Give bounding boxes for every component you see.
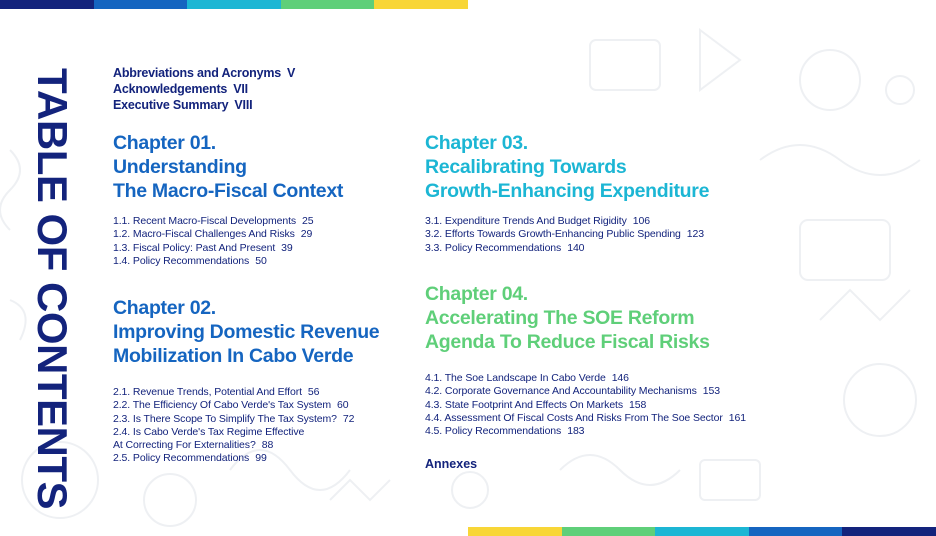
bottom-color-stripe xyxy=(468,527,936,536)
section-label: 3.3. Policy Recommendations xyxy=(425,241,562,254)
section-entry[interactable] xyxy=(425,412,746,425)
chapter-02 xyxy=(113,296,379,466)
chapter-title-line: Growth-Enhancing Expenditure xyxy=(425,180,710,202)
stripe-segment xyxy=(0,0,94,9)
section-label: 2.3. Is There Scope To Simplify The Tax System? xyxy=(113,412,337,425)
section-label: 2.5. Policy Recommendations xyxy=(113,452,250,465)
section-page: 99 xyxy=(255,452,267,465)
section-entry[interactable] xyxy=(113,228,343,241)
section-entry[interactable] xyxy=(113,426,379,439)
stripe-segment xyxy=(842,527,936,536)
chapter-title-line: Improving Domestic Revenue xyxy=(113,321,380,343)
stripe-segment xyxy=(749,527,843,536)
section-entry[interactable] xyxy=(113,399,379,412)
chapter-title-line: Accelerating The SOE Reform xyxy=(425,307,695,329)
section-page: 153 xyxy=(702,385,720,398)
section-entry[interactable] xyxy=(113,386,379,399)
stripe-segment xyxy=(187,0,281,9)
section-label: 1.4. Policy Recommendations xyxy=(113,254,250,267)
section-label: At Correcting For Externalities? xyxy=(113,439,256,452)
front-matter-list xyxy=(113,65,295,113)
section-entry[interactable] xyxy=(425,385,746,398)
section-label: 2.4. Is Cabo Verde's Tax Regime Effective xyxy=(113,425,305,438)
chapter-section-list xyxy=(113,386,379,466)
section-page: 161 xyxy=(728,411,746,424)
toc-entry-label: Executive Summary xyxy=(113,98,229,112)
chapter-title[interactable] xyxy=(425,131,709,203)
stripe-segment xyxy=(468,527,562,536)
stripe-segment xyxy=(94,0,188,9)
stripe-segment xyxy=(655,527,749,536)
section-entry[interactable] xyxy=(113,439,379,452)
chapter-title[interactable] xyxy=(425,282,746,354)
section-entry[interactable] xyxy=(425,425,746,438)
chapter-title-line: Recalibrating Towards xyxy=(425,156,627,178)
chapter-section-list xyxy=(425,215,709,255)
top-color-stripe xyxy=(0,0,468,9)
toc-entry-page: V xyxy=(287,66,296,80)
toc-entry-page: VIII xyxy=(234,98,253,112)
section-label: 4.2. Corporate Governance And Accountability Mechanisms xyxy=(425,385,697,398)
section-page: 72 xyxy=(342,412,355,425)
stripe-segment xyxy=(281,0,375,9)
toc-entry-label: Acknowledgements xyxy=(113,82,228,96)
chapter-01 xyxy=(113,131,343,268)
section-label: 2.2. The Efficiency Of Cabo Verde's Tax System xyxy=(113,399,332,412)
section-page: 140 xyxy=(567,241,585,254)
chapter-title-line: Chapter 03. xyxy=(425,132,528,154)
chapter-title-line: Chapter 02. xyxy=(113,297,216,319)
section-page: 25 xyxy=(302,215,314,227)
section-label: 1.3. Fiscal Policy: Past And Present xyxy=(113,241,276,254)
section-entry[interactable] xyxy=(425,242,709,255)
section-label: 1.2. Macro-Fiscal Challenges And Risks xyxy=(113,228,295,241)
section-page: 146 xyxy=(611,372,629,384)
section-entry[interactable] xyxy=(113,452,379,465)
section-entry[interactable] xyxy=(113,255,343,268)
chapter-title[interactable] xyxy=(113,131,343,203)
annexes-entry[interactable]: Annexes xyxy=(425,457,478,471)
toc-entry[interactable] xyxy=(113,81,295,97)
stripe-segment xyxy=(562,527,656,536)
chapter-03 xyxy=(425,131,709,255)
chapter-section-list xyxy=(425,372,746,438)
section-label: 2.1. Revenue Trends, Potential And Effort xyxy=(113,386,302,398)
chapter-section-list xyxy=(113,215,343,268)
section-entry[interactable] xyxy=(425,372,746,385)
section-page: 56 xyxy=(307,386,320,398)
chapter-title[interactable] xyxy=(113,296,379,368)
section-entry[interactable] xyxy=(425,215,709,228)
toc-entry[interactable] xyxy=(113,97,295,113)
section-label: 1.1. Recent Macro-Fiscal Developments xyxy=(113,215,297,227)
chapter-title-line: Mobilization In Cabo Verde xyxy=(113,345,354,367)
chapter-title-line: Chapter 01. xyxy=(113,132,216,154)
section-page: 88 xyxy=(261,439,274,452)
section-page: 29 xyxy=(300,228,313,241)
page-title: TABLE OF CONTENTS xyxy=(29,68,76,510)
section-label: 4.1. The Soe Landscape In Cabo Verde xyxy=(425,372,606,384)
section-page: 183 xyxy=(567,425,585,438)
chapter-title-line: Agenda To Reduce Fiscal Risks xyxy=(425,331,710,353)
stripe-segment xyxy=(374,0,468,9)
section-label: 4.4. Assessment Of Fiscal Costs And Risks From The Soe Sector xyxy=(425,411,723,424)
chapter-title-line: The Macro-Fiscal Context xyxy=(113,180,344,202)
section-page: 158 xyxy=(629,398,647,411)
section-entry[interactable] xyxy=(113,242,343,255)
section-entry[interactable] xyxy=(425,399,746,412)
section-entry[interactable] xyxy=(425,228,709,241)
section-page: 60 xyxy=(337,399,349,412)
section-label: 3.2. Efforts Towards Growth-Enhancing Public Spending xyxy=(425,228,681,241)
section-entry[interactable] xyxy=(113,413,379,426)
chapter-title-line: Understanding xyxy=(113,156,247,178)
chapter-title-line: Chapter 04. xyxy=(425,283,528,305)
section-label: 4.5. Policy Recommendations xyxy=(425,425,562,438)
section-label: 3.1. Expenditure Trends And Budget Rigidity xyxy=(425,215,627,227)
toc-entry-page: VII xyxy=(233,82,248,96)
section-entry[interactable] xyxy=(113,215,343,228)
section-page: 50 xyxy=(255,254,267,267)
section-page: 39 xyxy=(281,241,293,254)
toc-entry[interactable] xyxy=(113,65,295,81)
section-page: 106 xyxy=(632,215,650,227)
section-page: 123 xyxy=(686,228,705,241)
toc-entry-label: Abbreviations and Acronyms xyxy=(113,66,281,80)
chapter-04 xyxy=(425,282,746,438)
section-label: 4.3. State Footprint And Effects On Markets xyxy=(425,398,624,411)
